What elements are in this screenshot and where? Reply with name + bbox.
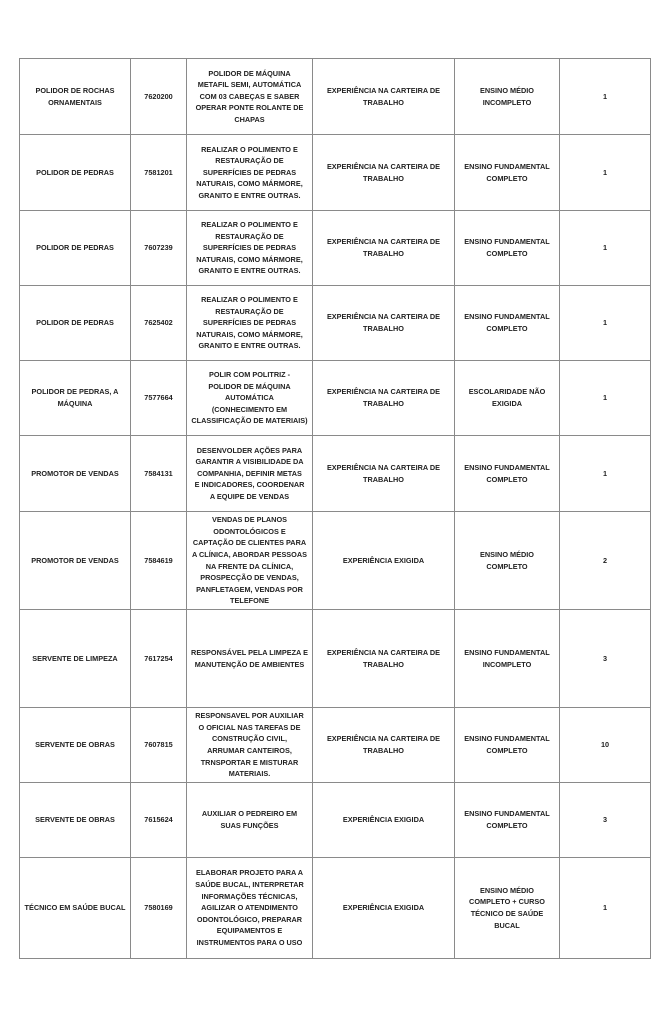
table-row — [20, 211, 651, 286]
cell-escolaridade: ENSINO MÉDIO COMPLETO + CURSO TÉCNICO DE SAÚDE BUCAL — [455, 858, 560, 959]
cell-experiencia: EXPERIÊNCIA NA CARTEIRA DE TRABALHO — [313, 211, 455, 286]
cell-descricao: DESENVOLDER AÇÕES PARA GARANTIR A VISIBILIDADE DA COMPANHIA, DEFINIR METAS E INDICADORES, COORDENAR A EQUIPE DE VENDAS — [187, 436, 313, 512]
cell-vagas: 1 — [560, 361, 651, 436]
cell-escolaridade: ENSINO MÉDIO COMPLETO — [455, 512, 560, 610]
cell-codigo: 7617254 — [131, 610, 187, 708]
cell-vagas: 2 — [560, 512, 651, 610]
cell-codigo: 7607239 — [131, 211, 187, 286]
cell-descricao: REALIZAR O POLIMENTO E RESTAURAÇÃO DE SUPERFÍCIES DE PEDRAS NATURAIS, COMO MÁRMORE, GRANITO E ENTRE OUTRAS. — [187, 286, 313, 361]
cell-experiencia: EXPERIÊNCIA NA CARTEIRA DE TRABALHO — [313, 286, 455, 361]
cell-vagas: 3 — [560, 610, 651, 708]
cell-descricao: ELABORAR PROJETO PARA A SAÚDE BUCAL, INTERPRETAR INFORMAÇÕES TÉCNICAS, AGILIZAR O ATENDIMENTO ODONTOLÓGICO, PREPARAR EQUIPAMENTOS E INSTRUMENTOS PARA O USO — [187, 858, 313, 959]
cell-escolaridade: ENSINO FUNDAMENTAL COMPLETO — [455, 436, 560, 512]
cell-codigo: 7625402 — [131, 286, 187, 361]
cell-codigo: 7584619 — [131, 512, 187, 610]
cell-experiencia: EXPERIÊNCIA EXIGIDA — [313, 512, 455, 610]
cell-descricao: REALIZAR O POLIMENTO E RESTAURAÇÃO DE SUPERFÍCIES DE PEDRAS NATURAIS, COMO MÁRMORE, GRANITO E ENTRE OUTRAS. — [187, 135, 313, 211]
cell-experiencia: EXPERIÊNCIA EXIGIDA — [313, 783, 455, 858]
cell-escolaridade: ENSINO FUNDAMENTAL COMPLETO — [455, 286, 560, 361]
cell-codigo: 7577664 — [131, 361, 187, 436]
cell-cargo: SERVENTE DE LIMPEZA — [20, 610, 131, 708]
cell-descricao: RESPONSAVEL POR AUXILIAR O OFICIAL NAS TAREFAS DE CONSTRUÇÃO CIVIL, ARRUMAR CANTEIROS, TRNSPORTAR E MISTURAR MATERIAIS. — [187, 708, 313, 783]
cell-cargo: POLIDOR DE PEDRAS — [20, 211, 131, 286]
cell-experiencia: EXPERIÊNCIA NA CARTEIRA DE TRABALHO — [313, 708, 455, 783]
table-row — [20, 59, 651, 135]
cell-descricao: VENDAS DE PLANOS ODONTOLÓGICOS E CAPTAÇÃO DE CLIENTES PARA A CLÍNICA, ABORDAR PESSOAS NA FRENTE DA CLÍNICA, PROSPECÇÃO DE VENDAS, PANFLETAGEM, VENDAS POR TELEFONE — [187, 512, 313, 610]
cell-escolaridade: ENSINO MÉDIO INCOMPLETO — [455, 59, 560, 135]
cell-codigo: 7584131 — [131, 436, 187, 512]
cell-escolaridade: ENSINO FUNDAMENTAL COMPLETO — [455, 211, 560, 286]
table-row — [20, 135, 651, 211]
cell-vagas: 10 — [560, 708, 651, 783]
cell-experiencia: EXPERIÊNCIA NA CARTEIRA DE TRABALHO — [313, 59, 455, 135]
cell-vagas: 1 — [560, 858, 651, 959]
cell-vagas: 1 — [560, 436, 651, 512]
cell-codigo: 7580169 — [131, 858, 187, 959]
table-row — [20, 708, 651, 783]
cell-descricao: RESPONSÁVEL PELA LIMPEZA E MANUTENÇÃO DE AMBIENTES — [187, 610, 313, 708]
table-row — [20, 783, 651, 858]
cell-descricao: REALIZAR O POLIMENTO E RESTAURAÇÃO DE SUPERFÍCIES DE PEDRAS NATURAIS, COMO MÁRMORE, GRANITO E ENTRE OUTRAS. — [187, 211, 313, 286]
cell-experiencia: EXPERIÊNCIA NA CARTEIRA DE TRABALHO — [313, 610, 455, 708]
job-vacancies-table — [19, 58, 651, 959]
cell-codigo: 7607815 — [131, 708, 187, 783]
cell-escolaridade: ENSINO FUNDAMENTAL COMPLETO — [455, 135, 560, 211]
cell-descricao: POLIDOR DE MÁQUINA METAFIL SEMI, AUTOMÁTICA COM 03 CABEÇAS E SABER OPERAR PONTE ROLANTE DE CHAPAS — [187, 59, 313, 135]
cell-experiencia: EXPERIÊNCIA NA CARTEIRA DE TRABALHO — [313, 135, 455, 211]
cell-escolaridade: ESCOLARIDADE NÃO EXIGIDA — [455, 361, 560, 436]
cell-cargo: POLIDOR DE PEDRAS — [20, 135, 131, 211]
cell-experiencia: EXPERIÊNCIA NA CARTEIRA DE TRABALHO — [313, 436, 455, 512]
cell-escolaridade: ENSINO FUNDAMENTAL INCOMPLETO — [455, 610, 560, 708]
cell-codigo: 7615624 — [131, 783, 187, 858]
cell-vagas: 3 — [560, 783, 651, 858]
cell-cargo: POLIDOR DE PEDRAS, A MÁQUINA — [20, 361, 131, 436]
cell-descricao: POLIR COM POLITRIZ - POLIDOR DE MÁQUINA AUTOMÁTICA (CONHECIMENTO EM CLASSIFICAÇÃO DE MATERIAIS) — [187, 361, 313, 436]
cell-cargo: POLIDOR DE ROCHAS ORNAMENTAIS — [20, 59, 131, 135]
cell-cargo: SERVENTE DE OBRAS — [20, 783, 131, 858]
table-row — [20, 436, 651, 512]
cell-cargo: PROMOTOR DE VENDAS — [20, 436, 131, 512]
table-row — [20, 858, 651, 959]
cell-experiencia: EXPERIÊNCIA EXIGIDA — [313, 858, 455, 959]
table-row — [20, 610, 651, 708]
cell-vagas: 1 — [560, 59, 651, 135]
cell-experiencia: EXPERIÊNCIA NA CARTEIRA DE TRABALHO — [313, 361, 455, 436]
cell-vagas: 1 — [560, 211, 651, 286]
cell-codigo: 7581201 — [131, 135, 187, 211]
cell-vagas: 1 — [560, 286, 651, 361]
cell-cargo: POLIDOR DE PEDRAS — [20, 286, 131, 361]
cell-cargo: SERVENTE DE OBRAS — [20, 708, 131, 783]
cell-escolaridade: ENSINO FUNDAMENTAL COMPLETO — [455, 783, 560, 858]
table-row — [20, 512, 651, 610]
cell-cargo: PROMOTOR DE VENDAS — [20, 512, 131, 610]
table-row — [20, 361, 651, 436]
cell-codigo: 7620200 — [131, 59, 187, 135]
cell-vagas: 1 — [560, 135, 651, 211]
table-row — [20, 286, 651, 361]
cell-escolaridade: ENSINO FUNDAMENTAL COMPLETO — [455, 708, 560, 783]
cell-descricao: AUXILIAR O PEDREIRO EM SUAS FUNÇÕES — [187, 783, 313, 858]
cell-cargo: TÉCNICO EM SAÚDE BUCAL — [20, 858, 131, 959]
